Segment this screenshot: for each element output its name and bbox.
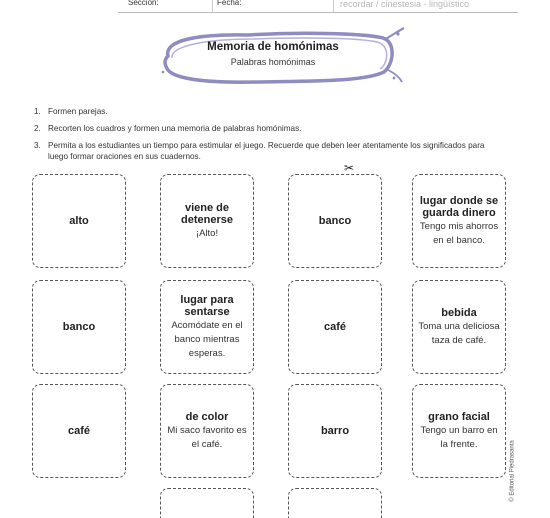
memory-card-word[interactable]: alto: [32, 174, 126, 268]
header-rule: [118, 12, 518, 13]
header-divider: [333, 0, 334, 12]
instruction-item: 3. Permita a los estudiantes un tiempo para estimular el juego. Recuerde que deben leer atentamente los significados para luego formar oraciones en sus cuadernos.: [34, 141, 485, 161]
section-label: Sección:: [128, 0, 159, 7]
memory-card-meaning[interactable]: viene de detenerse ¡Alto!: [160, 174, 254, 268]
title-banner: [158, 26, 406, 90]
memory-card-meaning[interactable]: lugar para sentarse Acomódate en el banco mientras esperas.: [160, 280, 254, 374]
instruction-item: 2. Recorten los cuadros y formen una memoria de palabras homónimas.: [34, 124, 302, 133]
memory-card-word[interactable]: barro: [288, 384, 382, 478]
date-label: Fecha:: [217, 0, 242, 7]
memory-card-word[interactable]: banco: [288, 174, 382, 268]
memory-card-meaning[interactable]: grano facial Tengo un barro en la frente.: [412, 384, 506, 478]
instruction-item: 1. Formen parejas.: [34, 107, 108, 116]
memory-card-meaning[interactable]: de color Mi saco favorito es el café.: [160, 384, 254, 478]
publisher-credit: © Editorial Piedrasanta: [509, 440, 516, 502]
memory-card-partial[interactable]: [288, 488, 382, 518]
memory-card-meaning[interactable]: lugar donde se guarda dinero Tengo mis ahorros en el banco.: [412, 174, 506, 268]
page-title: Memoria de homónimas: [207, 41, 339, 53]
header-divider: [212, 0, 213, 12]
page-subtitle: Palabras homónimas: [230, 57, 316, 67]
memory-card-word[interactable]: café: [32, 384, 126, 478]
skill-categories: recordar / cinestesia - lingüístico: [340, 0, 470, 9]
scissors-icon: ✂: [344, 161, 355, 175]
memory-card-partial[interactable]: [160, 488, 254, 518]
memory-card-word[interactable]: café: [288, 280, 382, 374]
memory-card-meaning[interactable]: bebida Toma una deliciosa taza de café.: [412, 280, 506, 374]
worksheet-header: [0, 0, 550, 14]
instructions-list: [34, 106, 504, 168]
memory-card-word[interactable]: banco: [32, 280, 126, 374]
